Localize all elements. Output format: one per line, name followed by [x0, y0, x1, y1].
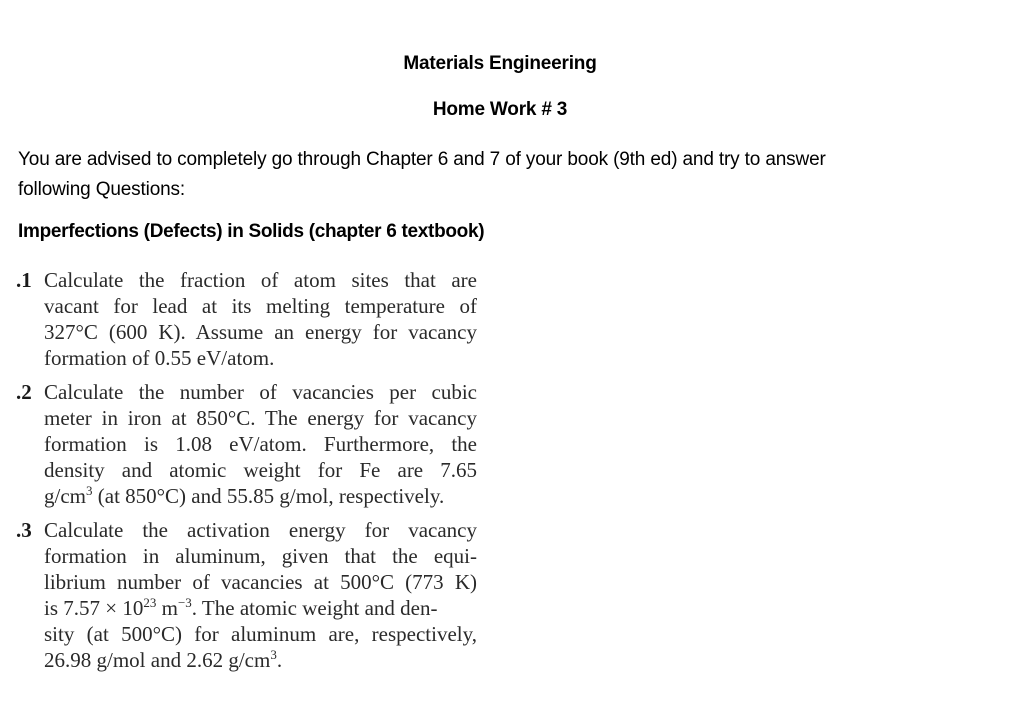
- question-line: vacant for lead at its melting temperature of: [44, 294, 477, 318]
- document-title: Materials Engineering: [403, 53, 597, 74]
- question-3: [16, 517, 486, 673]
- question-line: [44, 595, 477, 621]
- question-number: .1: [16, 268, 32, 292]
- document-subtitle: Home Work # 3: [432, 99, 568, 120]
- question-line: [44, 483, 477, 509]
- superscript: 23: [143, 595, 157, 610]
- question-line: Calculate the activation energy for vacancy: [44, 518, 477, 542]
- question-2: [16, 379, 486, 509]
- superscript: 3: [86, 483, 93, 498]
- question-line: formation of 0.55 eV/atom.: [44, 346, 275, 370]
- line-text: 26.98 g/mol and 2.62 g/cm: [44, 648, 271, 672]
- intro-paragraph: [18, 145, 948, 205]
- section-heading: Imperfections (Defects) in Solids (chapter 6 textbook): [18, 221, 485, 242]
- line-text: m: [156, 596, 178, 620]
- question-1: [16, 267, 486, 371]
- question-number: .2: [16, 380, 32, 404]
- line-text: g/cm: [44, 484, 86, 508]
- question-line: Calculate the number of vacancies per cubic: [44, 380, 477, 404]
- intro-line-1: You are advised to completely go through Chapter 6 and 7 of your book (9th ed) and try to answer: [18, 149, 826, 170]
- question-line: formation in aluminum, given that the equi-: [44, 544, 477, 568]
- line-text: . The atomic weight and den-: [191, 596, 438, 620]
- question-line: librium number of vacancies at 500°C (773 K): [44, 570, 477, 594]
- question-line: 327°C (600 K). Assume an energy for vacancy: [44, 320, 477, 344]
- question-line: meter in iron at 850°C. The energy for vacancy: [44, 406, 477, 430]
- line-text: (at 850°C) and 55.85 g/mol, respectively.: [92, 484, 445, 508]
- question-line: density and atomic weight for Fe are 7.65: [44, 458, 477, 482]
- question-line: Calculate the fraction of atom sites that are: [44, 268, 477, 292]
- question-line: [44, 647, 477, 673]
- question-line: sity (at 500°C) for aluminum are, respectively,: [44, 622, 477, 646]
- superscript: −3: [177, 595, 192, 610]
- superscript: 3: [270, 647, 277, 662]
- line-text: .: [276, 648, 283, 672]
- line-text: is 7.57 × 10: [44, 596, 144, 620]
- question-line: formation is 1.08 eV/atom. Furthermore, the: [44, 432, 477, 456]
- intro-line-2: following Questions:: [18, 179, 186, 200]
- question-number: .3: [16, 518, 32, 542]
- question-list: [16, 267, 486, 681]
